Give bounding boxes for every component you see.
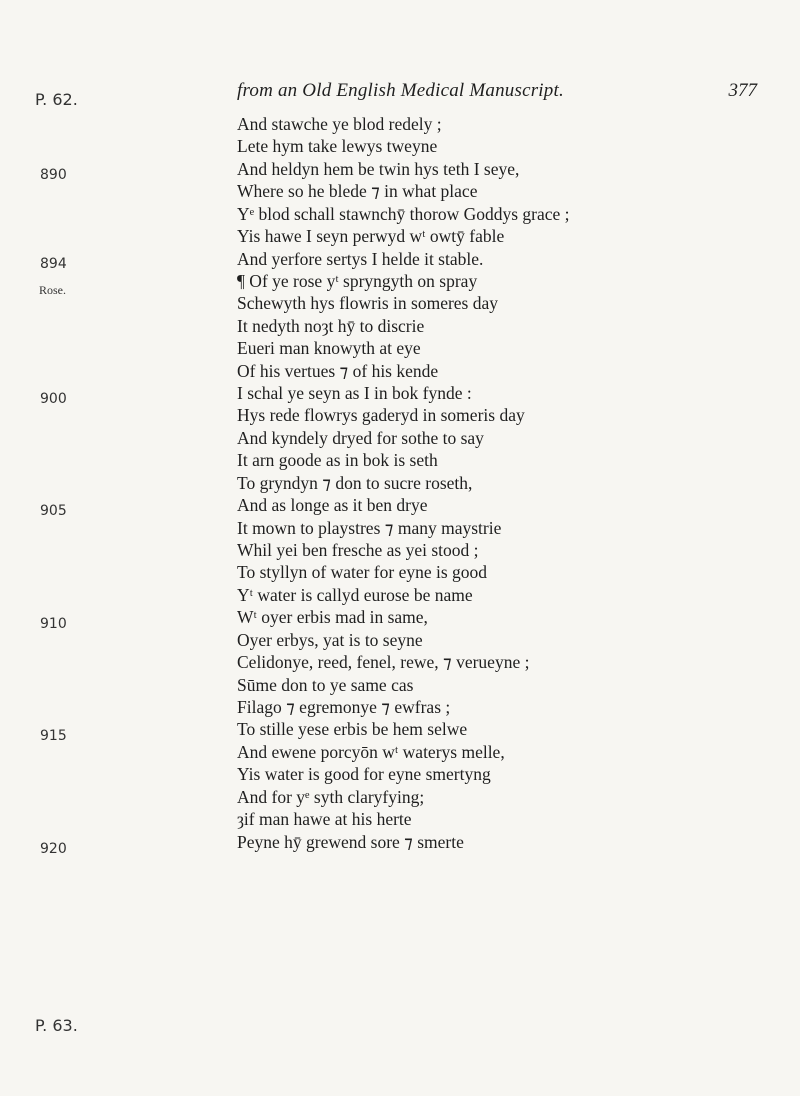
line-number: 920	[40, 841, 67, 857]
verse-text	[237, 113, 570, 853]
verse-line: ȝif man hawe at his herte	[237, 809, 412, 830]
verse-line: Yᵗ water is callyd eurose be name	[237, 584, 473, 605]
manuscript-page-ref: P. 62.	[35, 90, 78, 109]
line-number: 915	[40, 728, 67, 744]
verse-line: To gryndyn ⁊ don to sucre roseth,	[237, 472, 473, 493]
verse-line: It mown to playstres ⁊ many maystrie	[237, 517, 502, 538]
verse-line: Schewyth hys flowris in someres day	[237, 293, 499, 314]
page-number: 377	[728, 80, 757, 101]
verse-line: Wᵗ oyer erbis mad in same,	[237, 607, 428, 628]
verse-line: And stawche ye blod redely ;	[237, 114, 442, 134]
verse-line: ¶ Of ye rose yᵗ spryngyth on spray	[237, 270, 478, 291]
verse-line: Oyer erbys, yat is to seyne	[237, 629, 423, 650]
verse-line: It nedyth noȝt hȳ to discrie	[237, 315, 425, 336]
verse-line: I schal ye seyn as I in bok fynde :	[237, 383, 472, 404]
verse-line: To stille yese erbis be hem selwe	[237, 719, 468, 740]
line-number: 890	[40, 167, 67, 183]
verse-line: And heldyn hem be twin hys teth I seye,	[237, 158, 520, 179]
verse-line: Peyne hȳ grewend sore ⁊ smerte	[237, 831, 464, 852]
verse-line: It arn goode as in bok is seth	[237, 450, 438, 471]
side-note-rose: Rose.	[39, 283, 66, 297]
verse-line: And kyndely dryed for sothe to say	[237, 427, 484, 448]
verse-line: Yis hawe I seyn perwyd wᵗ owtȳ fable	[237, 226, 505, 247]
verse-line: To styllyn of water for eyne is good	[237, 562, 488, 583]
line-number: 905	[40, 503, 67, 519]
verse-line: Yᵉ blod schall stawnchȳ thorow Goddys grace ;	[237, 203, 570, 224]
verse-line: And for yᵉ syth claryfying;	[237, 786, 425, 807]
running-title: from an Old English Medical Manuscript.	[237, 80, 564, 101]
line-number: 894	[40, 256, 67, 272]
verse-line: Sūme don to ye same cas	[237, 674, 414, 695]
line-number: 900	[40, 391, 67, 407]
verse-line: And as longe as it ben drye	[237, 495, 428, 516]
line-number: 910	[40, 616, 67, 632]
verse-line: Eueri man knowyth at eye	[237, 338, 421, 359]
verse-line: Celidonye, reed, fenel, rewe, ⁊ verueyne ;	[237, 652, 530, 673]
verse-line: Where so he blede ⁊ in what place	[237, 181, 478, 202]
verse-line: Whil yei ben fresche as yei stood ;	[237, 540, 479, 561]
page-header	[237, 80, 757, 112]
verse-line: Lete hym take lewys tweyne	[237, 136, 438, 157]
verse-line: Hys rede flowrys gaderyd in someris day	[237, 405, 525, 426]
manuscript-page-ref: P. 63.	[35, 1016, 78, 1035]
verse-line: And ewene porcyōn wᵗ waterys melle,	[237, 741, 505, 762]
verse-line: And yerfore sertys I helde it stable.	[237, 248, 484, 269]
verse-line: Yis water is good for eyne smertyng	[237, 764, 491, 785]
verse-line: Of his vertues ⁊ of his kende	[237, 360, 439, 381]
verse-line: Filago ⁊ egremonye ⁊ ewfras ;	[237, 696, 451, 717]
